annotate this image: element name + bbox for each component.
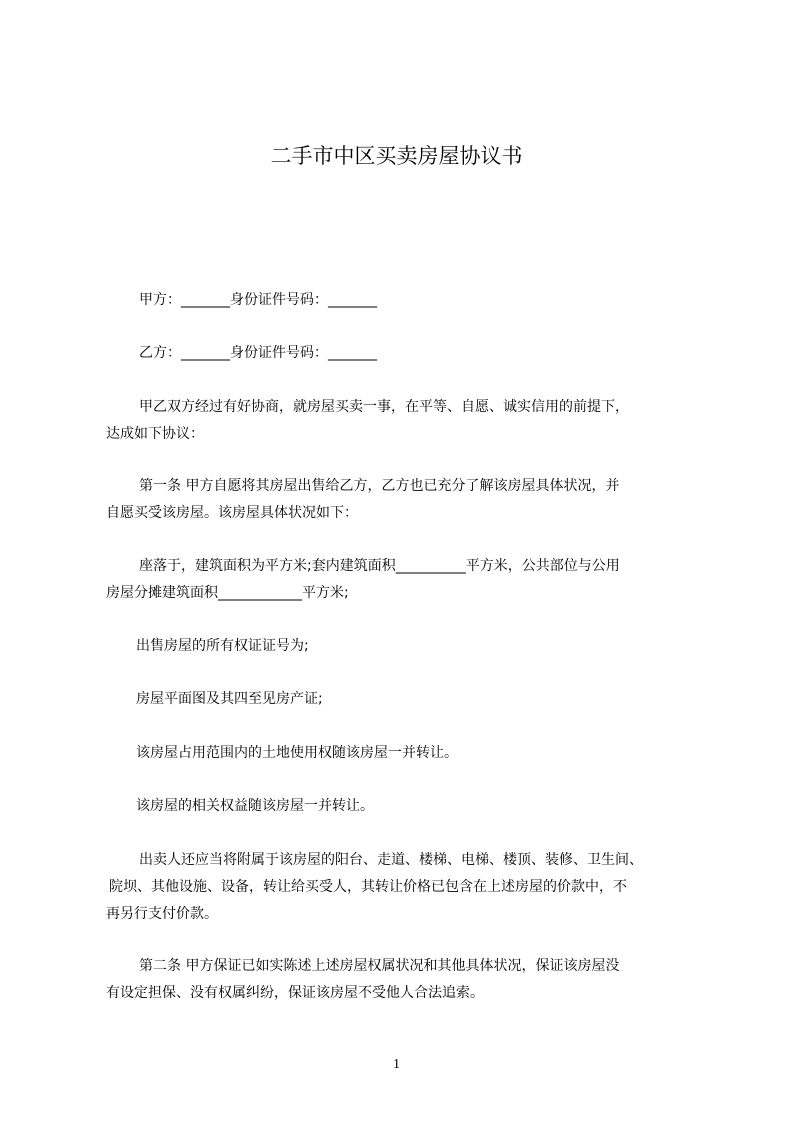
paragraph-line: 该房屋的相关权益随该房屋一并转让。 [136, 798, 374, 814]
land-use-right-line [106, 740, 740, 767]
paragraph-line: 座落于，建筑面积为平方米;套内建筑面积__________平方米，公共部位与公用 [139, 558, 620, 574]
paragraph-line: 房屋平面图及其四至见房产证; [136, 691, 323, 707]
document-title: 二手市中区买卖房屋协议书 [270, 144, 523, 168]
paragraph-line: 第一条 甲方自愿将其房屋出售给乙方，乙方也已充分了解该房屋具体状况，并 [139, 478, 620, 494]
paragraph-line: 再另行支付价款。 [106, 906, 218, 922]
ancillary-facilities-paragraph [106, 847, 710, 928]
paragraph-line: 达成如下协议： [106, 426, 204, 442]
party-a-line [106, 287, 743, 314]
preamble-paragraph [106, 394, 710, 448]
floor-plan-line [106, 686, 740, 713]
paragraph-line: 该房屋占用范围内的土地使用权随该房屋一并转让。 [136, 745, 458, 761]
paragraph-line: 出卖人还应当将附属于该房屋的阳台、走道、楼梯、电梯、楼顶、装修、卫生间、 [139, 852, 643, 868]
ownership-certificate-line [106, 633, 740, 660]
paragraph-line: 第二条 甲方保证已如实陈述上述房屋权属状况和其他具体状况，保证该房屋没 [139, 958, 620, 974]
paragraph-line: 出售房屋的所有权证证号为; [136, 638, 309, 654]
paragraph-line: 自愿买受该房屋。该房屋具体状况如下： [106, 505, 358, 521]
paragraph-line: 乙方：_______身份证件号码：_______ [139, 345, 377, 361]
paragraph-line: 房屋分摊建筑面积____________平方米; [106, 585, 349, 601]
party-b-line [106, 340, 743, 367]
paragraph-line: 甲乙双方经过有好协商，就房屋买卖一事，在平等、自愿、诚实信用的前提下， [139, 399, 629, 415]
page-number: 1 [393, 1057, 400, 1072]
paragraph-line: 院坝、其他设施、设备，转让给买受人，其转让价格已包含在上述房屋的价款中，不 [109, 879, 627, 895]
paragraph-line: 有设定担保、没有权属纠纷，保证该房屋不受他人合法追索。 [106, 985, 484, 1001]
property-location-paragraph [106, 553, 710, 607]
article-1-paragraph [106, 473, 710, 527]
related-rights-line [106, 793, 740, 820]
article-2-paragraph [106, 953, 710, 1007]
paragraph-line: 甲方：_______身份证件号码：_______ [139, 292, 377, 308]
